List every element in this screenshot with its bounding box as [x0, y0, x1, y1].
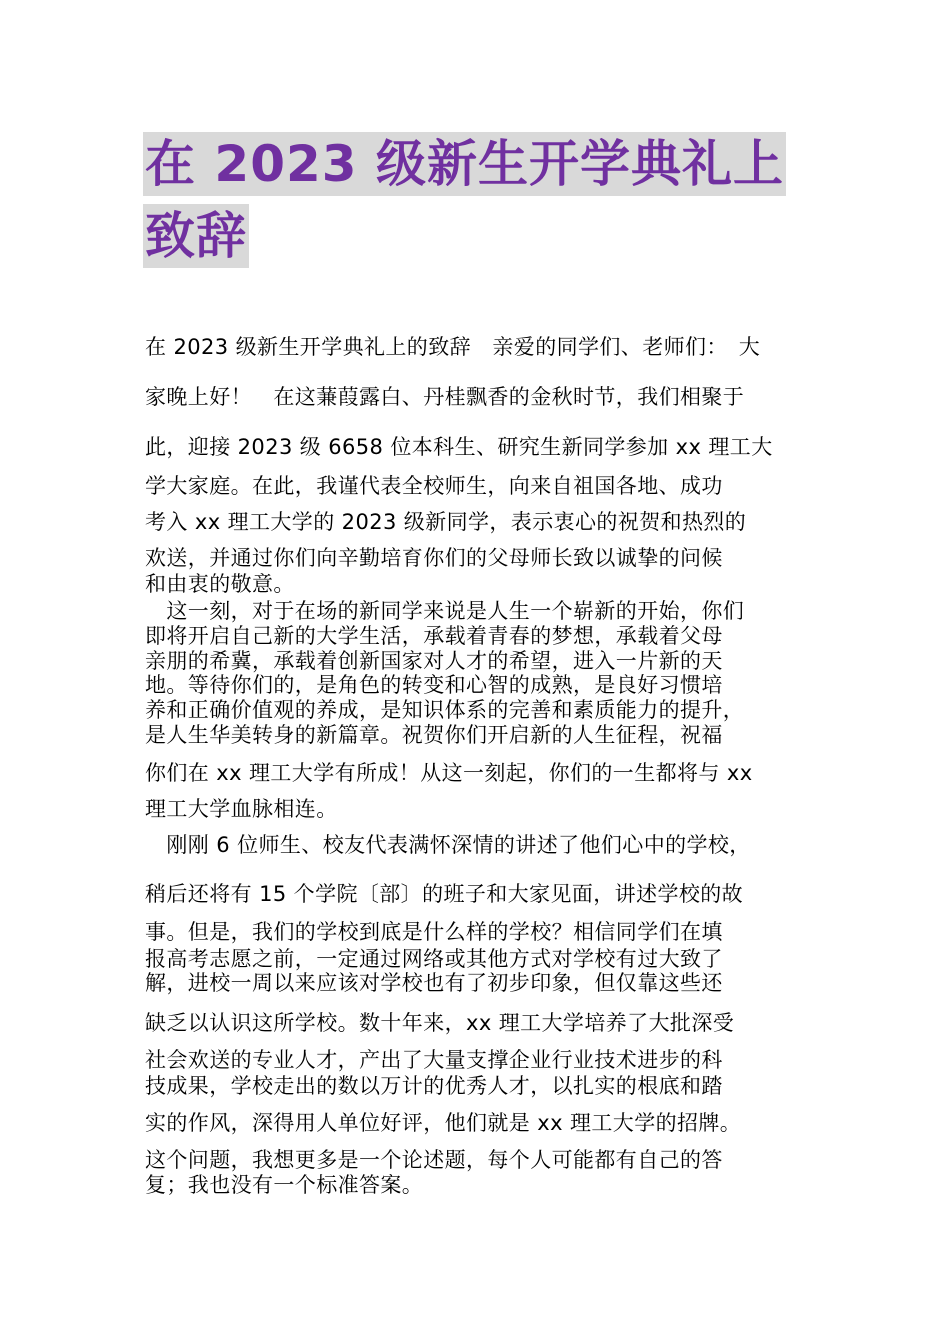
body-line: 在 2023 级新生开学典礼上的致辞 亲爱的同学们、老师们： 大 [145, 335, 761, 359]
body-line: 养和正确价值观的养成，是知识体系的完善和素质能力的提升， [145, 698, 745, 722]
body-line: 考入 xx 理工大学的 2023 级新同学，表示衷心的祝贺和热烈的 [145, 510, 747, 534]
document-title-line-1: 在 2023 级新生开学典礼上 [143, 132, 786, 196]
body-line: 解，进校一周以来应该对学校也有了初步印象，但仅靠这些还 [145, 971, 723, 995]
body-line: 学大家庭。在此，我谨代表全校师生，向来自祖国各地、成功 [145, 474, 723, 498]
body-line: 理工大学血脉相连。 [145, 797, 338, 821]
body-line: 事。但是，我们的学校到底是什么样的学校？相信同学们在填 [145, 920, 723, 944]
body-line: 是人生华美转身的新篇章。祝贺你们开启新的人生征程，祝福 [145, 723, 723, 747]
body-line: 欢送，并通过你们向辛勤培育你们的父母师长致以诚挚的问候 [145, 546, 723, 570]
body-line: 地。等待你们的，是角色的转变和心智的成熟，是良好习惯培 [145, 673, 723, 697]
body-line: 实的作风，深得用人单位好评，他们就是 xx 理工大学的招牌。 [145, 1111, 742, 1135]
body-line: 你们在 xx 理工大学有所成！从这一刻起，你们的一生都将与 xx [145, 761, 753, 785]
body-line: 稍后还将有 15 个学院〔部〕的班子和大家见面，讲述学校的故 [145, 882, 744, 906]
body-line: 复；我也没有一个标准答案。 [145, 1173, 424, 1197]
document-title-line-2: 致辞 [143, 204, 249, 268]
body-line: 刚刚 6 位师生、校友代表满怀深情的讲述了他们心中的学校， [145, 833, 751, 857]
body-line: 此，迎接 2023 级 6658 位本科生、研究生新同学参加 xx 理工大 [145, 435, 773, 459]
body-line: 缺乏以认识这所学校。数十年来，xx 理工大学培养了大批深受 [145, 1011, 735, 1035]
body-line: 技成果，学校走出的数以万计的优秀人才，以扎实的根底和踏 [145, 1074, 723, 1098]
body-line: 社会欢送的专业人才，产出了大量支撑企业行业技术进步的科 [145, 1048, 723, 1072]
body-line: 报高考志愿之前，一定通过网络或其他方式对学校有过大致了 [145, 947, 723, 971]
body-line: 亲朋的希冀，承载着创新国家对人才的希望，进入一片新的天 [145, 649, 723, 673]
body-line: 和由衷的敬意。 [145, 572, 295, 596]
body-line: 即将开启自己新的大学生活，承载着青春的梦想，承载着父母 [145, 624, 723, 648]
body-line: 这一刻，对于在场的新同学来说是人生一个崭新的开始，你们 [145, 599, 745, 623]
body-line: 家晚上好！ 在这蒹葭露白、丹桂飘香的金秋时节，我们相聚于 [145, 385, 745, 409]
body-line: 这个问题，我想更多是一个论述题，每个人可能都有自己的答 [145, 1148, 723, 1172]
